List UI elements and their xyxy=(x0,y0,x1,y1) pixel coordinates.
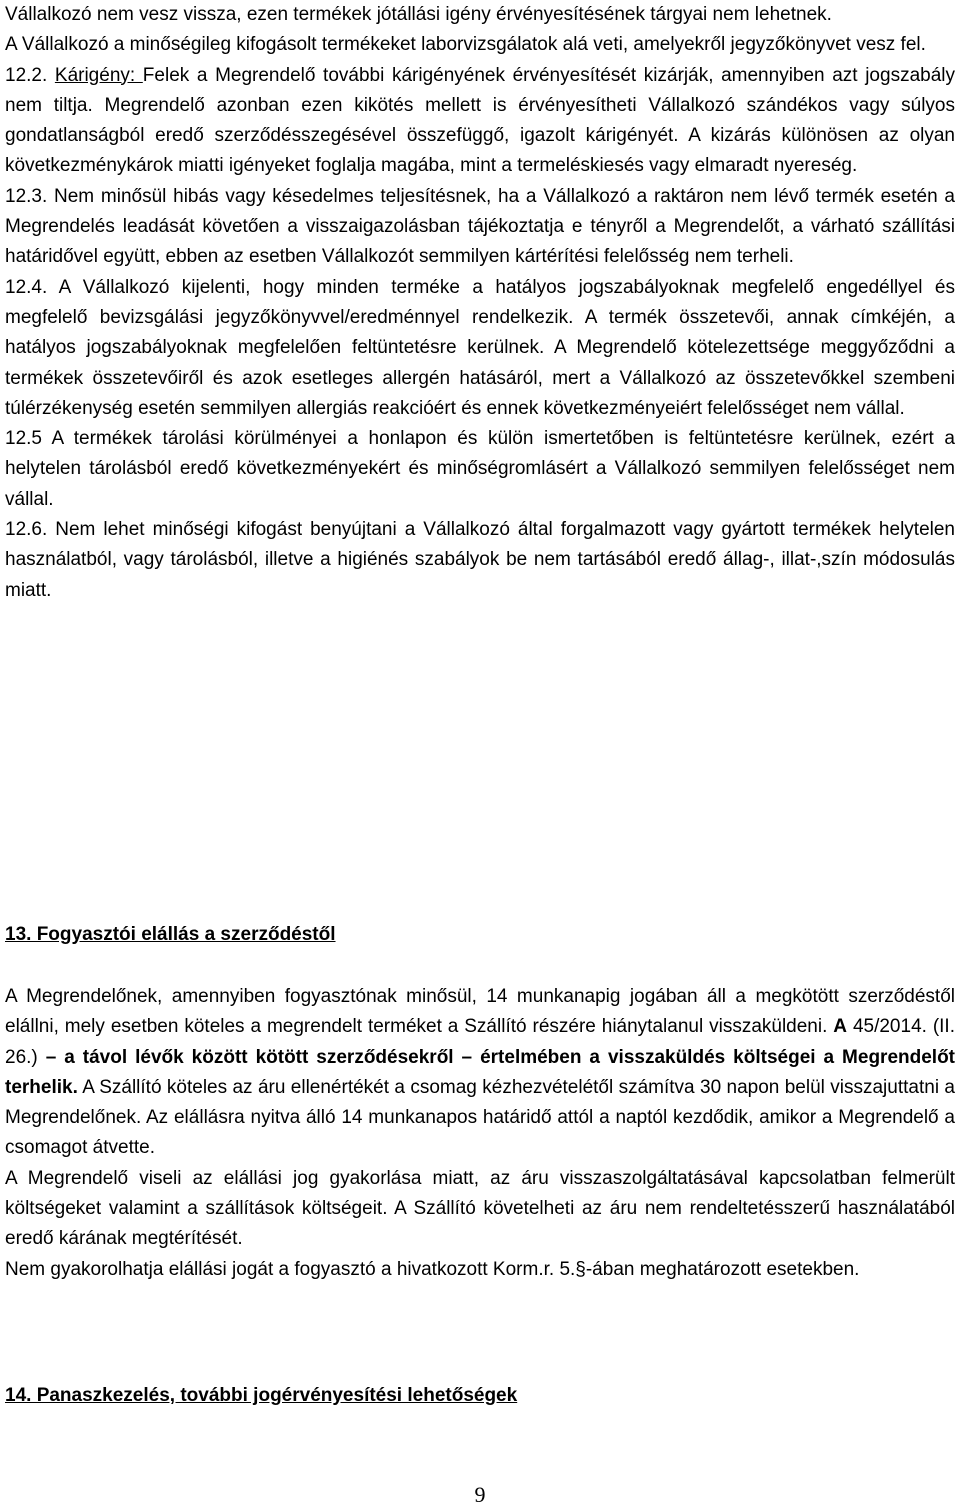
paragraph-12-6: 12.6. Nem lehet minőségi kifogást benyújtani a Vállalkozó által forgalmazott vagy gyártott termékek helytelen használatból, vagy tárolásból, illetve a higiénés szabályok be nem tartásából eredő állag-, illat-,szín módosulás miatt. xyxy=(5,519,955,601)
section-13-body xyxy=(5,982,955,1285)
section-14-heading: 14. Panaszkezelés, további jogérvényesítési lehetőségek xyxy=(5,1385,518,1406)
withdrawal-text-a: A Megrendelőnek, amennyiben fogyasztónak minősül, 14 munkanapig jogában áll a megkötött szerződéstől elállni, mely esetben köteles a megrendelt terméket a Szállító részére hiánytalanul visszaküldeni. xyxy=(5,986,955,1038)
withdrawal-bold-cost: – a távol lévők között kötött szerződésekről – értelmében a visszaküldés költségei a Megrendelőt terhelik. xyxy=(5,1046,955,1098)
paragraph-13-exceptions: Nem gyakorolhatja elállási jogát a fogyasztó a hivatkozott Korm.r. 5.§-ában meghatározott esetekben. xyxy=(5,1258,860,1280)
section-13-heading: 13. Fogyasztói elállás a szerződéstől xyxy=(5,924,336,945)
clause-title-karigeny: Kárigény: xyxy=(54,64,143,86)
paragraph-13-costs: A Megrendelő viseli az elállási jog gyakorlása miatt, az áru visszaszolgáltatásával kapcsolatban felmerült költségeket valamint a szállítások költségeit. A Szállító követelheti az áru nem rendeltetésszerű használatából eredő kárának megtérítését. xyxy=(5,1167,955,1250)
withdrawal-decree-ref: 45/2014. (II. 26.) xyxy=(5,1016,955,1068)
paragraph-lab-testing: A Vállalkozó a minőségileg kifogásolt termékeket laborvizsgálatok alá veti, amelyekről jegyzőkönyvet vesz fel. xyxy=(5,34,926,56)
paragraph-12-5: 12.5 A termékek tárolási körülményei a honlapon és külön ismertetőben is feltüntetésre kerülnek, ezért a helytelen tárolásból eredő következményekért és minőségromlásért a Vállalkozó semmilyen felelősséget nem vállal. xyxy=(5,428,955,510)
paragraph-12-2 xyxy=(5,61,955,182)
paragraph-12-3: 12.3. Nem minősül hibás vagy késedelmes teljesítésnek, ha a Vállalkozó a raktáron nem lévő termék esetén a Megrendelés leadását követően a visszaigazolásban tájékoztatja e tényről a Megrendelőt, a várható szállítási határidővel együtt, ebben az esetben Vállalkozót semmilyen kártérítési felelősség nem terheli. xyxy=(5,185,955,268)
withdrawal-bold-a: A xyxy=(833,1016,848,1038)
section-12-body xyxy=(5,0,955,606)
paragraph-12-4: 12.4. A Vállalkozó kijelenti, hogy minden terméke a hatályos jogszabályoknak megfelelő engedéllyel és megfelelő bevizsgálási jegyzőkönyvvel/eredménnyel rendelkezik. A termék összetevői, annak címkéjén, a hatályos jogszabályoknak megfelelően feltüntetésre kerülnek. A Megrendelő kötelezettsége meggyőződni a termékek összetevőiről és azok esetleges allergén hatásáról, mert a Vállalkozó az összetevőkkel szembeni túlérzékenység esetén semmilyen allergiás reakcióért és ennek következményeiért felelősséget nem vállal. xyxy=(5,276,955,419)
paragraph-13-withdrawal xyxy=(5,982,955,1164)
page-number: 9 xyxy=(474,1482,486,1507)
clause-text-12-2: Felek a Megrendelő további kárigényének érvényesítését kizárják, amennyiben azt jogszabály nem tiltja. Megrendelő azonban ezen kikötés mellett is érvényesítheti Vállalkozó szándékos vagy súlyos gondatlanságból eredő szerződésszegésével összefüggő, igazolt kárigényét. A kizárás különösen az olyan következménykárok miatti igényeket foglalja magába, mint a termeléskiesés vagy elmaradt nyereség. xyxy=(5,64,955,177)
clause-number-12-2: 12.2. xyxy=(5,64,55,86)
withdrawal-text-c: A Szállító köteles az áru ellenértékét a csomag kézhezvételétől számítva 30 napon belül visszajuttatni a Megrendelőnek. Az elállásra nyitva álló 14 munkanapos határidő attól a naptól kezdődik, amikor a Megrendelő a csomagot átvette. xyxy=(5,1076,955,1159)
paragraph-warranty-exclusion: Vállalkozó nem vesz vissza, ezen termékek jótállási igény érvényesítésének tárgyai nem lehetnek. xyxy=(5,4,832,25)
